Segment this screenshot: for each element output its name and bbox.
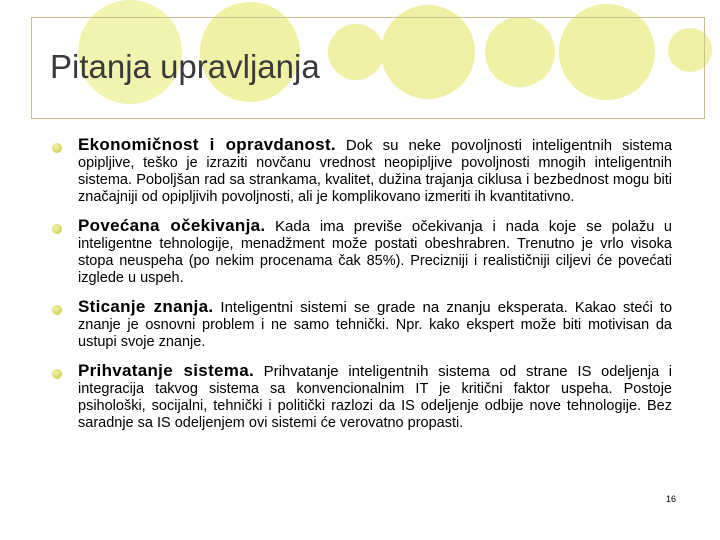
item-first-line: Inteligentni sistemi se grade na znanju eksperata.: [220, 299, 568, 316]
list-item: [52, 136, 672, 206]
list-item: [52, 298, 672, 351]
list-item: [52, 217, 672, 287]
bullet-icon: [52, 369, 62, 379]
page-number: 16: [666, 494, 677, 504]
item-lead: Ekonomičnost i opravdanost.: [78, 135, 336, 154]
item-first-line: Dok su neke povoljnosti inteligentnih: [345, 137, 613, 154]
item-text: [78, 217, 672, 287]
item-first-line: Kada ima previše očekivanja i nada koje se: [275, 218, 602, 235]
item-body: polažu u inteligentne tehnologije, menadžment može postati obeshrabren. Trenutno je vrlo visoka stopa neuspeha (po nekim procenama čak 85%). Precizniji i realističniji ciljevi će povećati izglede u uspeh.: [78, 219, 672, 286]
page-title: Pitanja upravljanja: [50, 48, 320, 85]
item-text: [78, 362, 672, 432]
item-text: [78, 298, 672, 351]
item-lead: Prihvatanje sistema.: [78, 361, 254, 380]
item-first-line: Prihvatanje inteligentnih sistema od strane IS: [263, 363, 592, 380]
bullet-list: [52, 136, 672, 443]
item-text: [78, 136, 672, 206]
item-body: sistema opipljive, teško je izraziti novčanu vrednost neopipljive povoljnosti mnogih inteligentnih sistema. Poboljšan rad sa strankama, kvalitet, dužina trajanja ciklusa i bezbednost mogu biti značajniji od opipljivih povoljnosti, ali je komplikovano izmeriti ih kvantitativno.: [78, 138, 673, 205]
item-lead: Povećana očekivanja.: [78, 216, 266, 235]
item-lead: Sticanje znanja.: [78, 297, 214, 316]
list-item: [52, 362, 672, 432]
bullet-icon: [52, 305, 62, 315]
bullet-icon: [52, 224, 62, 234]
item-body: Kakao steći to znanje je osnovni problem i ne samo tehnički. Npr. kako ekspert može biti motivisan da ustupi svoje znanje.: [78, 300, 673, 350]
item-body: odeljenja i integracija takvog sistema sa konvencionalnim IT je kritični faktor uspeha. Postoje psihološki, socijalni, tehnički i politički razlozi da IS odeljenje odbije nove tehnologije. Bez saradnje sa IS odeljenjem ovi sistemi će verovatno propasti.: [78, 364, 672, 431]
bullet-icon: [52, 143, 62, 153]
